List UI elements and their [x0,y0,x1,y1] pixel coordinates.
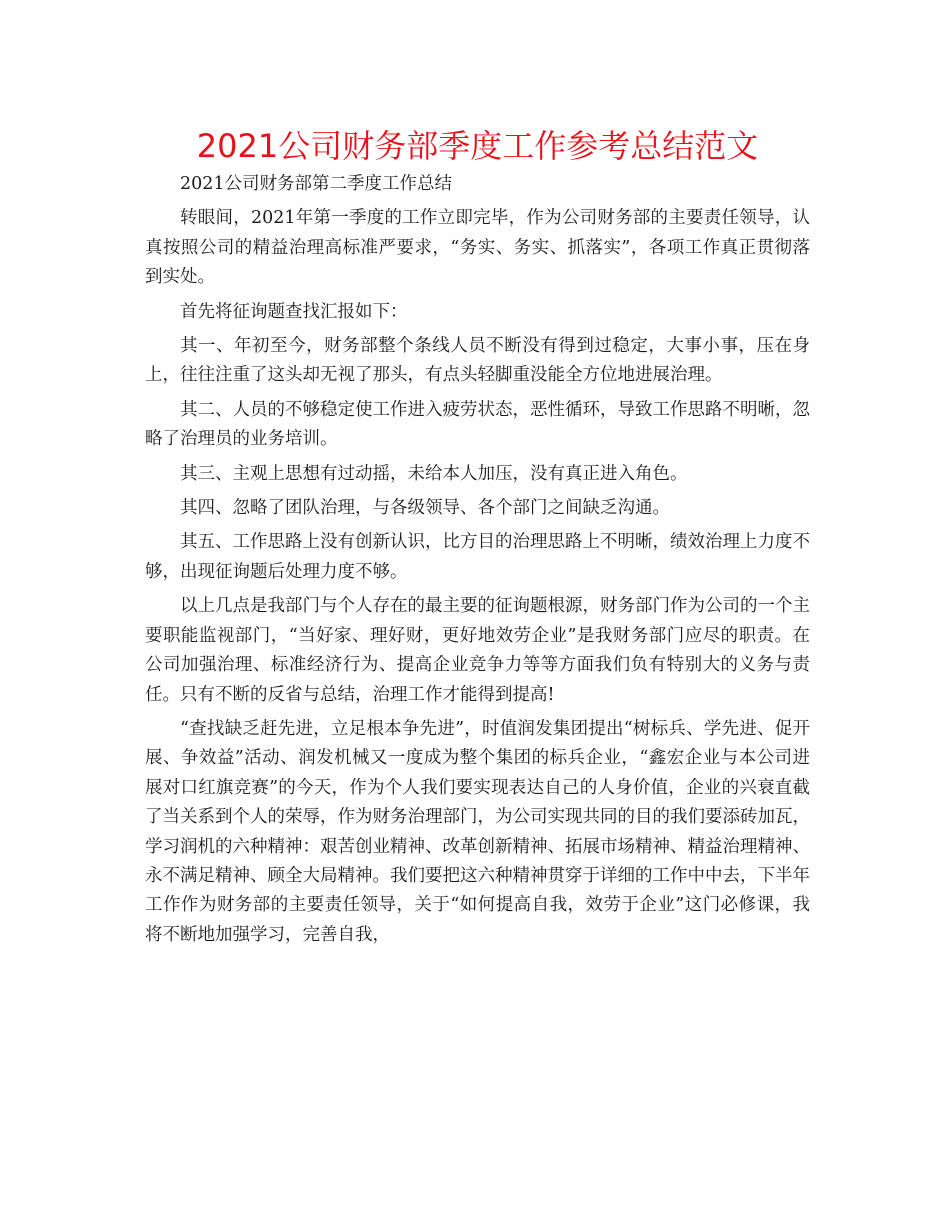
paragraph: 其二、人员的不够稳定使工作进入疲劳状态，恶性循环，导致工作思路不明晰，忽略了治理员的业务培训。 [145,399,810,450]
paragraph: 首先将征询题查找汇报如下： [180,301,408,322]
paragraph: 其一、年初至今，财务部整个条线人员不断没有得到过稳定，大事小事，压在身上，往往注重了这头却无视了那头，有点头轻脚重没能全方位地进展治理。 [145,336,810,386]
document-body [145,170,810,955]
paragraph: 转眼间，2021年第一季度的工作立即完毕，作为公司财务部的主要责任领导，认真按照公司的精益治理高标准严要求，“务实、务实、抓落实”，各项工作真正贯彻落到实处。 [145,208,810,288]
document-title: 2021公司财务部季度工作参考总结范文 [196,127,759,165]
paragraph: 其四、忽略了团队治理，与各级领导、各个部门之间缺乏沟通。 [180,498,670,519]
paragraph: 其三、主观上思想有过动摇，未给本人加压，没有真正进入角色。 [180,463,688,484]
paragraph-subtitle: 2021公司财务部第二季度工作总结 [180,174,453,194]
paragraph: 以上几点是我部门与个人存在的最主要的征询题根源，财务部门作为公司的一个主要职能监视部门，“当好家、理好财，更好地效劳企业”是我财务部门应尽的职责。在公司加强治理、标准经济行为、提高企业竞争力等等方面我们负有特别大的义务与责任。只有不断的反省与总结，治理工作才能得到提高! [145,596,810,705]
paragraph: 其五、工作思路上没有创新认识，比方目的治理思路上不明晰，绩效治理上力度不够，出现征询题后处理力度不够。 [145,532,810,582]
paragraph: “查找缺乏赶先进，立足根本争先进”，时值润发集团提出“树标兵、学先进、促开展、争效益”活动、润发机械又一度成为整个集团的标兵企业，“鑫宏企业与本公司进展对口红旗竞赛”的今天，作为个人我们要实现表达自己的人身价值，企业的兴衰直截了当关系到个人的荣辱，作为财务治理部门，为公司实现共同的目的我们要添砖加瓦，学习润机的六种精神：艰苦创业精神、改革创新精神、拓展市场精神、精益治理精神、永不满足精神、顾全大局精神。我们要把这六种精神贯穿于详细的工作中中去，下半年工作作为财务部的主要责任领导，关于“如何提高自我，效劳于企业”这门必修课，我将不断地加强学习，完善自我， [145,718,810,945]
